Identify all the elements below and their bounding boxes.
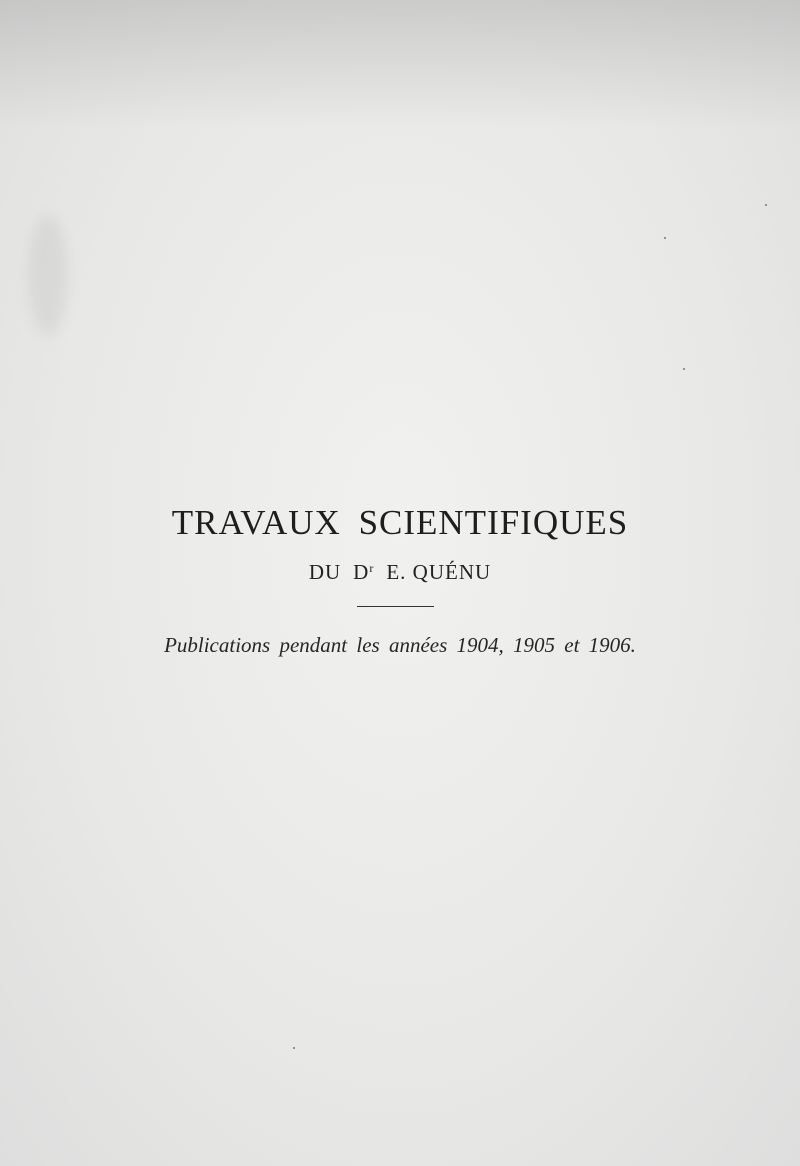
document-subtitle: Publications pendant les années 1904, 1905 et 1906. <box>164 633 636 657</box>
paper-speck <box>293 1047 295 1049</box>
paper-speck <box>664 237 666 239</box>
paper-speck <box>765 204 767 206</box>
author-prefix: DU <box>308 560 342 584</box>
author-title-superscript: r <box>369 561 375 575</box>
author-title: D <box>353 560 370 584</box>
document-title: TRAVAUX SCIENTIFIQUES <box>171 503 629 542</box>
page-shading <box>0 0 800 130</box>
author-line <box>0 560 800 585</box>
horizontal-rule <box>357 606 434 607</box>
page-smudge <box>28 215 68 335</box>
author-name: E. QUÉNU <box>386 560 492 584</box>
paper-speck <box>683 368 685 370</box>
